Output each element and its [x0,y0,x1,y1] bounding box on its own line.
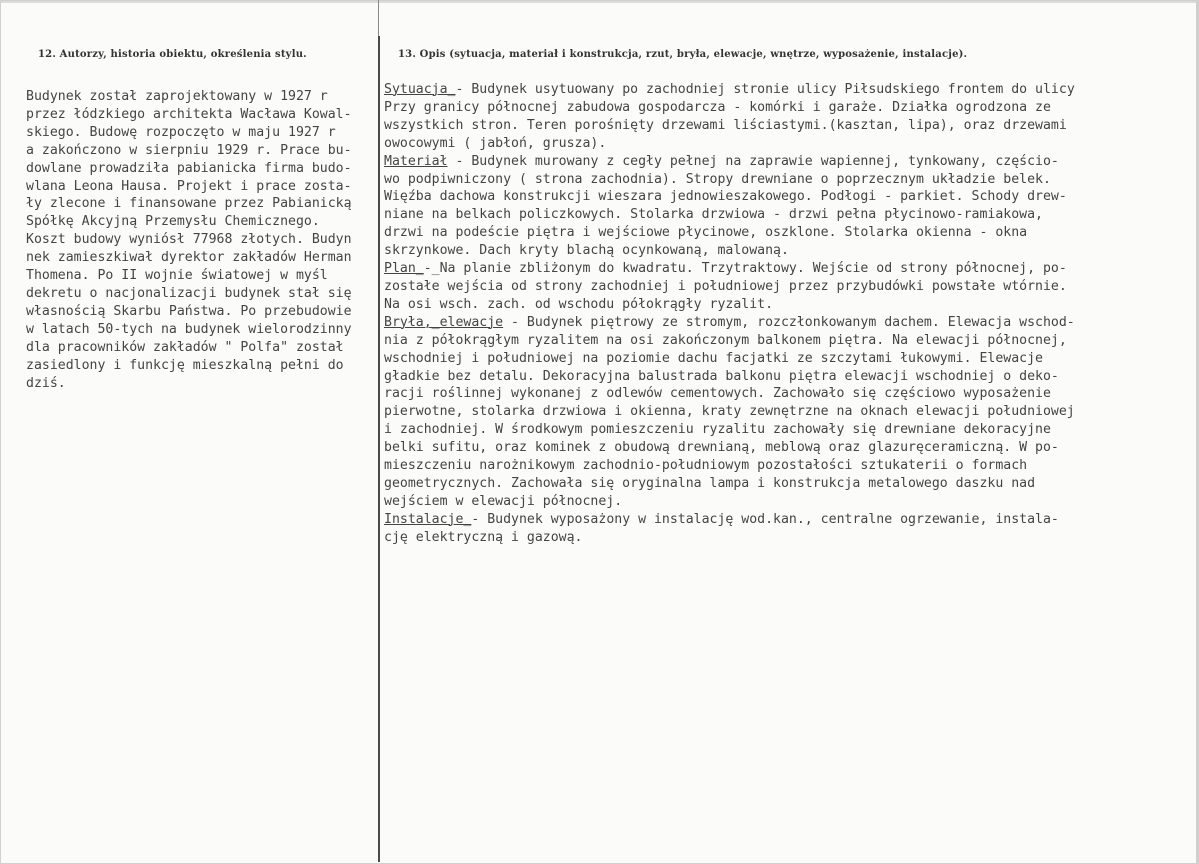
keyword-plan: Plan_ [384,261,424,277]
history-line: Budynek został zaprojektowany w 1927 r [26,89,328,104]
history-line: dla pracowników zakładów " Polfa" został [26,339,344,355]
description-line: geometrycznych. Zachowała się oryginalna lampa i konstrukcja metalowego daszku nad [384,475,1036,491]
history-line: w latach 50-tych na budynek wielorodzinny [26,321,352,337]
section-13-header: 13. Opis (sytuacja, materiał i konstrukcja, rzut, bryła, elewacje, wnętrze, wyposażenie, instalacje). [398,49,968,60]
history-line: dekretu o nacjonalizacji budynek stał się [26,285,352,301]
description-text [384,81,1184,547]
description-line: owocowymi ( jabłoń, grusza). [384,135,607,151]
description-line: cję elektryczną i gazową. [384,529,583,545]
keyword-instalacje: Instalacje_ [384,511,472,527]
column-divider-top [378,0,379,40]
history-line: wlana Leona Hausa. Projekt i prace zosta- [26,178,352,194]
history-line: nek zamieszkiwał dyrektor zakładów Herman [26,250,352,266]
history-line: skiego. Budowę rozpoczęto w maju 1927 r [26,124,336,140]
history-line: własnością Skarbu Państwa. Po przebudowie [26,303,352,319]
history-line: Koszt budowy wyniósł 77968 złotych. Budyn [26,232,352,248]
description-line: pierwotne, stolarka drzwiowa i okienna, kraty zewnętrzne na oknach elewacji południowej [384,404,1075,420]
description-line: Plan_-_Na planie zbliżonym do kwadratu. Trzytraktowy. Wejście od strony północnej, po- [384,261,1067,277]
history-line: a zakończono w sierpniu 1929 r. Prace bu- [26,142,352,158]
history-line: ły zlecone i finansowane przez Pabianicką [26,196,352,212]
description-line: niane na belkach policzkowych. Stolarka drzwiowa - drzwi pełna płycinowo-ramiakowa, [384,207,1043,223]
description-line: i zachodniej. W środkowym pomieszczeniu ryzalitu zachowały się drewniane dekoracyjne [384,422,1051,438]
description-line: Instalacje_- Budynek wyposażony w instalację wod.kan., centralne ogrzewanie, instala- [384,511,1059,527]
history-line: zasiedlony i funkcję mieszkalną pełni do [26,357,344,373]
description-line: Przy granicy północnej zabudowa gospodarcza - komórki i garaże. Działka ogrodzona ze [384,99,1051,115]
keyword-sytuacja: Sytuacja_ [384,82,456,97]
description-line: wschodniej i południowej na poziomie dachu facjatki ze szczytami łukowymi. Elewacje [384,350,1043,366]
description-line: gładkie bez detalu. Dekoracyjna balustrada balkonu piętra elewacji wschodniej o deko- [384,368,1059,384]
description-line: nia z półokrągłym ryzalitem na osi zakończonym balkonem piętra. Na elewacji północnej, [384,332,1067,348]
description-line: Bryła,_elewacje - Budynek piętrowy ze stromym, rozczłonkowanym dachem. Elewacja wschod- [384,314,1075,330]
description-line: drzwi na podeście piętra i wejściowe płycinowe, oszklone. Stolarka okienna - okna [384,225,1028,241]
history-line: przez łódzkiego architekta Wacława Kowal- [26,106,352,122]
description-line: Na osi wsch. zach. od wschodu półokrągły ryzalit. [384,296,774,312]
description-line: racji roślinnej wykonanej z odlewów cementowych. Zachowało się częściowo wyposażenie [384,386,1051,402]
description-line: skrzynkowe. Dach kryty blachą ocynkowaną, malowaną. [384,243,789,259]
history-line: Spółkę Akcyjną Przemysłu Chemicznego. [26,214,320,230]
history-line: dowlane prowadziła pabianicka firma budo- [26,160,352,176]
description-line: belki sufitu, oraz kominek z obudową drewnianą, meblową oraz glazuręceramiczną. W po- [384,440,1059,456]
history-line: dziś. [26,375,66,391]
description-line: Sytuacja_- Budynek usytuowany po zachodniej stronie ulicy Piłsudskiego frontem do ulicy [384,82,1075,97]
description-line: Więźba dachowa konstrukcji wieszara jednowieszakowego. Podłogi - parkiet. Schody drew- [384,189,1067,205]
keyword-material: Materiał [384,153,448,169]
keyword-bryla-elewacje: Bryła,_elewacje [384,314,504,330]
section-12-header: 12. Autorzy, historia obiektu, określenia stylu. [38,49,307,60]
description-line: wo podpiwniczony ( strona zachodnia). Stropy drewniane o poprzecznym układzie belek. [384,171,1051,187]
column-divider [378,36,380,862]
description-line: wejściem w elewacji północnej. [384,493,623,509]
description-line: zostałe wejścia od strony zachodniej i południowej przez przybudówki powstałe wtórnie. [384,278,1067,294]
history-line: Thomena. Po II wojnie światowej w myśl [26,268,328,284]
description-line: mieszczeniu narożnikowym zachodnio-południowym pozostałości sztukaterii o formach [384,458,1028,474]
description-line: Materiał - Budynek murowany z cegły pełnej na zaprawie wapiennej, tynkowany, częścio- [384,153,1059,169]
history-text [26,88,371,392]
description-line: wszystkich stron. Teren porośnięty drzewami liściastymi.(kasztan, lipa), oraz drzewami [384,117,1067,133]
